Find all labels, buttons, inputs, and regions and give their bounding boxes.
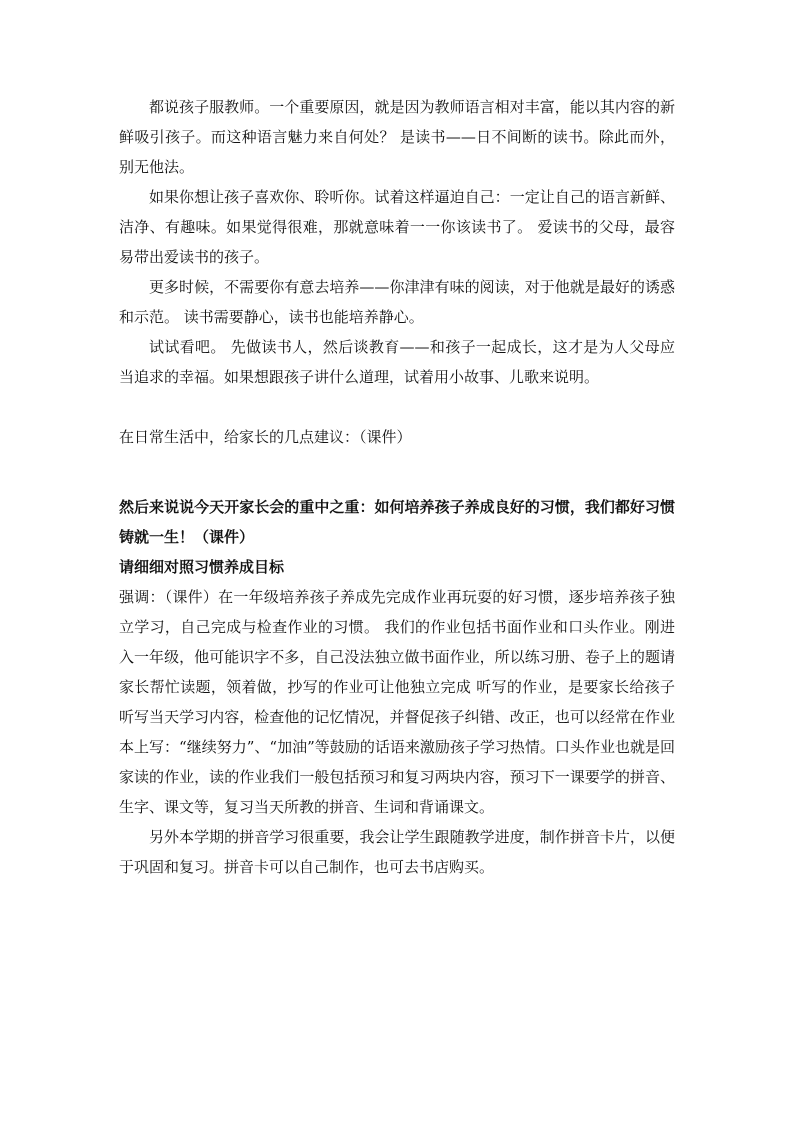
document-page <box>119 92 675 882</box>
heading-habit-focus: 然后来说说今天开家长会的重中之重：如何培养孩子养成良好的习惯，我们都好习惯铸就一生！（课件） <box>119 498 675 546</box>
paragraph-homework-emphasis: 强调：（课件）在一年级培养孩子养成先完成作业再玩耍的好习惯，逐步培养孩子独立学习，自己完成与检查作业的习惯。 我们的作业包括书面作业和口头作业。刚进入一年级，他可能识字不多，自己没法独立做书面作业，所以练习册、卷子上的题请家长帮忙读题，领着做，抄写的作业可让他独立完成 听写的作业，是要家长给孩子听写当天学习内容，检查他的记忆情况，并督促孩子纠错、改正，也可以经常在作业本上写：“继续努力”、“加油”等鼓励的话语来激励孩子学习热情。口头作业也就是回家读的作业，读的作业我们一般包括预习和复习两块内容，预习下一课要学的拼音、生字、课文等，复习当天所教的拼音、生词和背诵课文。 <box>119 588 675 816</box>
heading-habit-goals: 请细细对照习惯养成目标 <box>119 558 285 576</box>
paragraph-teacher-language: 都说孩子服教师。一个重要原因，就是因为教师语言相对丰富，能以其内容的新鲜吸引孩子。而这种语言魅力来自何处？ 是读书——日不间断的读书。除此而外，别无他法。 <box>119 98 675 176</box>
paragraph-reading-example: 更多时候，不需要你有意去培养——你津津有味的阅读，对于他就是最好的诱惑和示范。 读书需要静心，读书也能培养静心。 <box>119 278 675 326</box>
paragraph-grow-together: 试试看吧。 先做读书人，然后谈教育——和孩子一起成长，这才是为人父母应当追求的幸福。如果想跟孩子讲什么道理，试着用小故事、儿歌来说明。 <box>119 338 675 386</box>
paragraph-pinyin-learning: 另外本学期的拼音学习很重要，我会让学生跟随教学进度，制作拼音卡片，以便于巩固和复习。拼音卡可以自己制作，也可去书店购买。 <box>119 828 675 876</box>
paragraph-self-improvement: 如果你想让孩子喜欢你、聆听你。试着这样逼迫自己：一定让自己的语言新鲜、洁净、有趣味。如果觉得很难，那就意味着一一你该读书了。 爱读书的父母，最容易带出爱读书的孩子。 <box>119 188 675 266</box>
paragraph-parent-suggestions: 在日常生活中，给家长的几点建议：（课件） <box>119 428 412 446</box>
